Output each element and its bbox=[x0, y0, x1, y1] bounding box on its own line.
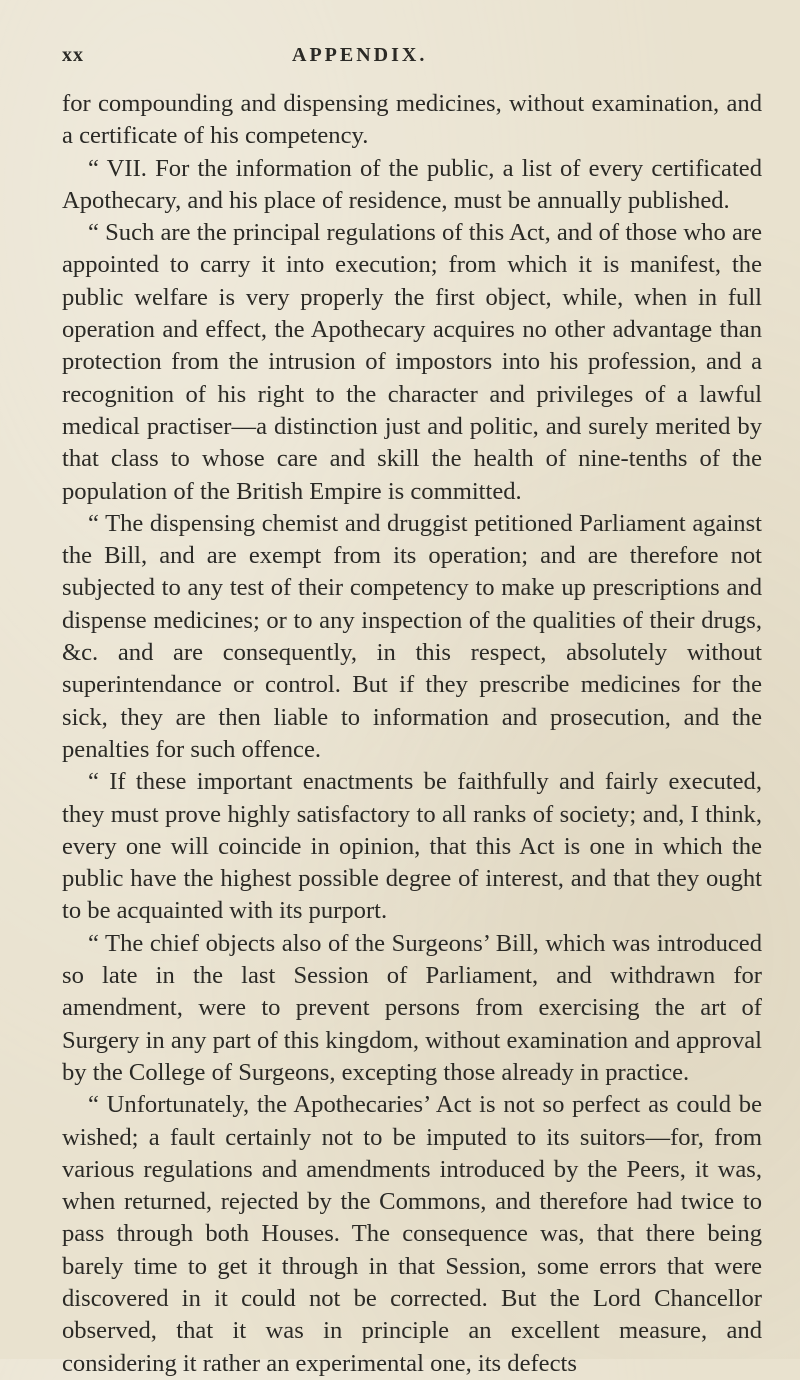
paragraph-vii: “ VII. For the information of the public, a list of every certificated Apothecary, and his place of residence, must be annually published. bbox=[62, 154, 762, 214]
paragraph-principal-regulations: “ Such are the principal regulations of this Act, and of those who are appointed to carry it into execution; from which it is manifest, the public welfare is very properly the first object, while, when in full operation and effect, the Apothecary acquires no other advantage than protection from the intrusion of impostors into his profession, and a recognition of his right to the character and privileges of a lawful medical practiser—a distinction just and politic, and surely merited by that class to whose care and skill the health of nine-tenths of the population of the British Empire is committed. bbox=[62, 219, 762, 505]
page-number: xx bbox=[62, 44, 84, 66]
running-title: APPENDIX. bbox=[292, 44, 428, 66]
running-head bbox=[62, 40, 762, 74]
paragraph-surgeons-bill: “ The chief objects also of the Surgeons’ Bill, which was introduced so late in the last Session of Parliament, and withdrawn for amendment, were to prevent persons from exercising the art of Surgery in any part of this kingdom, without examination and approval by the College of Surgeons, excepting those already in practice. bbox=[62, 929, 762, 1086]
paragraph-continuation: for compounding and dispensing medicines, without examination, and a certificate of his competency. bbox=[62, 90, 762, 150]
paragraph-chemist-druggist: “ The dispensing chemist and druggist petitioned Parliament against the Bill, and are exempt from its operation; and are therefore not subjected to any test of their competency to make up prescriptions and dispense medicines; or to any inspection of the qualities of their drugs, &c. and are consequently, in this respect, absolutely without superintendance or control. But if they prescribe medicines for the sick, they are then liable to information and prosecution, and the penalties for such offence. bbox=[62, 509, 762, 763]
paragraph-enactments: “ If these important enactments be faithfully and fairly executed, they must prove highly satisfactory to all ranks of society; and, I think, every one will coincide in opinion, that this Act is one in which the public have the highest possible degree of interest, and that they ought to be acquainted with its purport. bbox=[62, 768, 762, 925]
book-page bbox=[62, 40, 762, 1377]
body-text bbox=[62, 88, 762, 1380]
paragraph-unfortunately: “ Unfortunately, the Apothecaries’ Act is not so perfect as could be wished; a fault certainly not to be imputed to its suitors—for, from various regulations and amendments introduced by the Peers, it was, when returned, rejected by the Commons, and therefore had twice to pass through both Houses. The consequence was, that there being barely time to get it through in that Session, some errors that were discovered in it could not be corrected. But the Lord Chancellor observed, that it was in principle an excellent measure, and considering it rather an experimental one, its defects bbox=[62, 1091, 762, 1377]
